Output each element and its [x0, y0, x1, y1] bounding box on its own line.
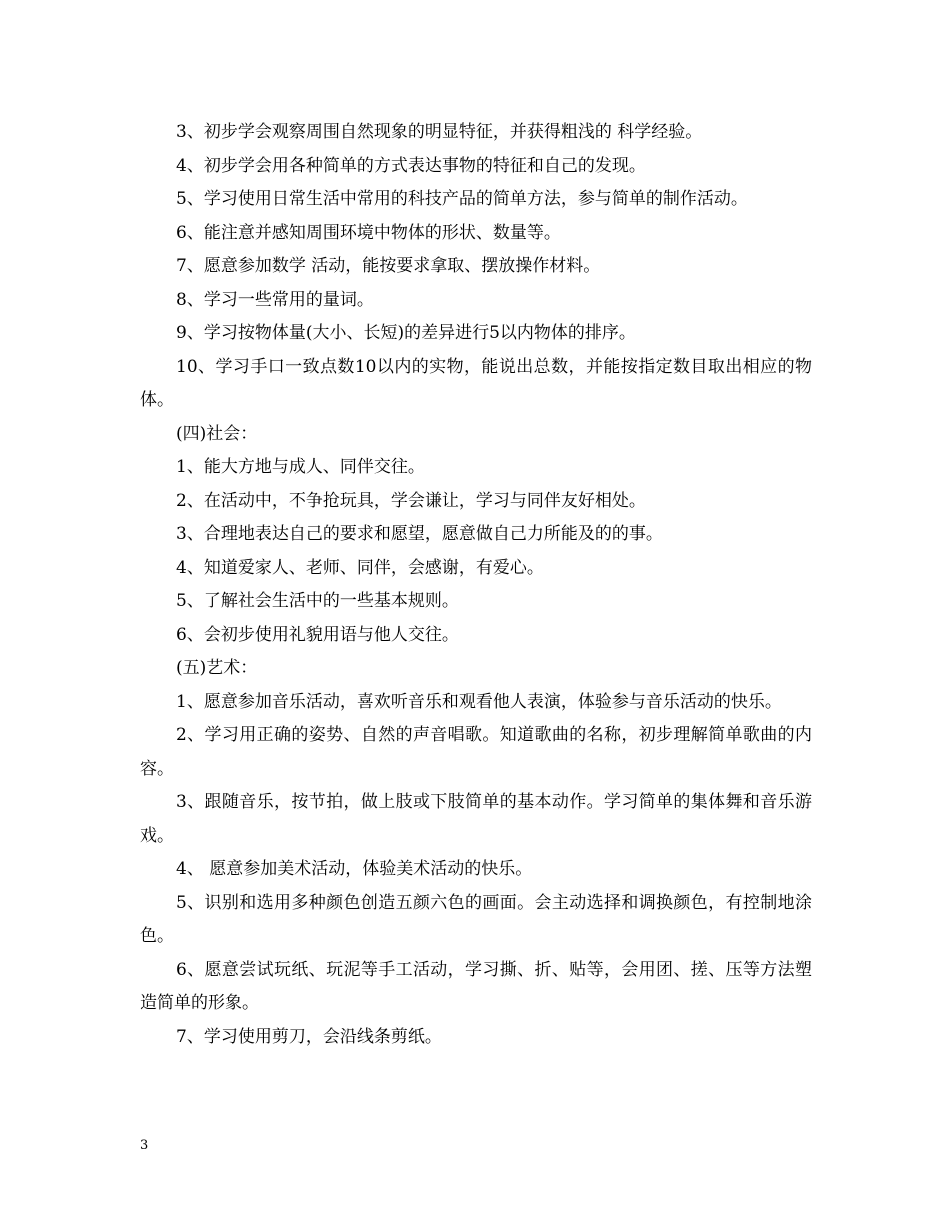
- paragraph: 10、学习手口一致点数10以内的实物，能说出总数，并能按指定数目取出相应的物体。: [140, 356, 812, 410]
- paragraph: 5、了解社会生活中的一些基本规则。: [176, 591, 459, 611]
- paragraph: 3、跟随音乐，按节拍，做上肢或下肢简单的基本动作。学习简单的集体舞和音乐游戏。: [140, 792, 812, 846]
- paragraph: 7、学习使用剪刀，会沿线条剪纸。: [176, 1026, 442, 1047]
- paragraph: 8、学习一些常用的量词。: [176, 289, 374, 310]
- section-heading: (五)艺术：: [176, 658, 258, 678]
- paragraph: 4、 愿意参加美术活动，体验美术活动的快乐。: [176, 859, 533, 879]
- paragraph: 5、识别和选用多种颜色创造五颜六色的画面。会主动选择和调换颜色，有控制地涂色。: [140, 892, 812, 946]
- paragraph: 2、在活动中，不争抢玩具，学会谦让，学习与同伴友好相处。: [176, 490, 646, 511]
- paragraph: 6、能注意并感知周围环境中物体的形状、数量等。: [176, 222, 561, 243]
- paragraph: 4、知道爱家人、老师、同伴，会感谢，有爱心。: [176, 557, 544, 578]
- paragraph: 2、学习用正确的姿势、自然的声音唱歌。知道歌曲的名称，初步理解简单歌曲的内容。: [140, 725, 812, 779]
- document-body: [140, 116, 812, 1054]
- paragraph: 4、初步学会用各种简单的方式表达事物的特征和自己的发现。: [176, 155, 646, 176]
- paragraph: 3、合理地表达自己的要求和愿望，愿意做自己力所能及的的事。: [176, 524, 663, 544]
- paragraph: 3、初步学会观察周围自然现象的明显特征，并获得粗浅的 科学经验。: [176, 122, 703, 142]
- paragraph: 5、学习使用日常生活中常用的科技产品的简单方法，参与简单的制作活动。: [176, 189, 748, 209]
- section-heading: (四)社会：: [176, 423, 258, 444]
- page-number: 3: [140, 1138, 149, 1153]
- paragraph: 7、愿意参加数学 活动，能按要求拿取、摆放操作材料。: [176, 256, 601, 276]
- paragraph: 1、能大方地与成人、同伴交往。: [176, 457, 425, 477]
- paragraph: 1、愿意参加音乐活动，喜欢听音乐和观看他人表演，体验参与音乐活动的快乐。: [176, 691, 782, 712]
- paragraph: 9、学习按物体量(大小、长短)的差异进行5以内物体的排序。: [176, 323, 636, 343]
- paragraph: 6、会初步使用礼貌用语与他人交往。: [176, 624, 459, 645]
- paragraph: 6、愿意尝试玩纸、玩泥等手工活动，学习撕、折、贴等，会用团、搓、压等方法塑造简单的形象。: [140, 959, 812, 1013]
